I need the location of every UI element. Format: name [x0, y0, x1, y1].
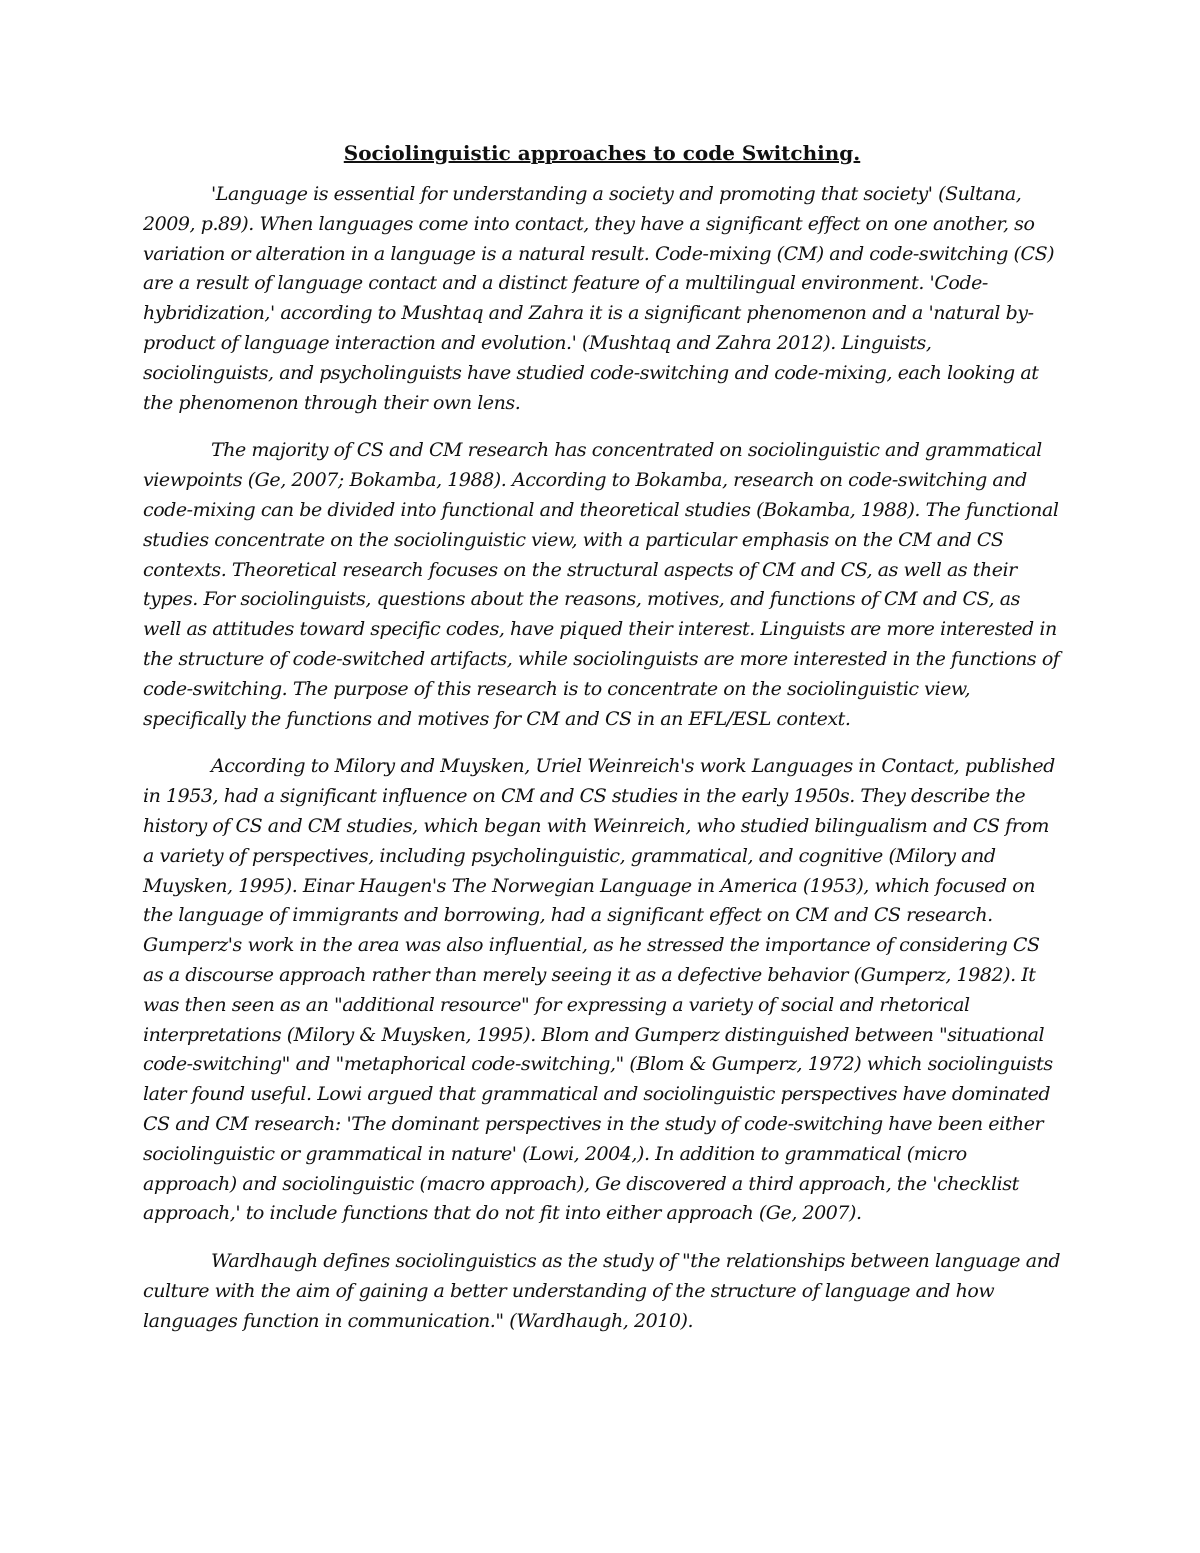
document-body [143, 138, 1061, 1354]
paragraph-intro: 'Language is essential for understanding a society and promoting that society' (Sultana, 2009, p.89). When languages come into contact, they have a significant effect on one another, so variation or alteration in a language is a natural result. Code-mixing (CM) and code-switching (CS) are a result of language contact and a distinct feature of a multilingual environment. 'Code-hybridization,' according to Mushtaq and Zahra it is a significant phenomenon and a 'natural by-product of language interaction and evolution.' (Mushtaq and Zahra 2012). Linguists, sociolinguists, and psycholinguists have studied code-switching and code-mixing, each looking at the phenomenon through their own lens. [143, 183, 1055, 414]
paragraph-research-viewpoints: The majority of CS and CM research has concentrated on sociolinguistic and grammatical viewpoints (Ge, 2007; Bokamba, 1988). According to Bokamba, research on code-switching and code-mixing can be divided into functional and theoretical studies (Bokamba, 1988). The functional studies concentrate on the sociolinguistic view, with a particular emphasis on the CM and CS contexts. Theoretical research focuses on the structural aspects of CM and CS, as well as their types. For sociolinguists, questions about the reasons, motives, and functions of CM and CS, as well as attitudes toward specific codes, have piqued their interest. Linguists are more interested in the structure of code-switched artifacts, while sociolinguists are more interested in the functions of code-switching. The purpose of this research is to concentrate on the sociolinguistic view, specifically the functions and motives for CM and CS in an EFL/ESL context. [143, 439, 1060, 730]
page-title: Sociolinguistic approaches to code Switching. [343, 141, 861, 165]
paragraph-history: According to Milory and Muysken, Uriel Weinreich's work Languages in Contact, published in 1953, had a significant influence on CM and CS studies in the early 1950s. They describe the history of CS and CM studies, which began with Weinreich, who studied bilingualism and CS from a variety of perspectives, including psycholinguistic, grammatical, and cognitive (Milory and Muysken, 1995). Einar Haugen's The Norwegian Language in America (1953), which focused on the language of immigrants and borrowing, had a significant effect on CM and CS research. Gumperz's work in the area was also influential, as he stressed the importance of considering CS as a discourse approach rather than merely seeing it as a defective behavior (Gumperz, 1982). It was then seen as an "additional resource" for expressing a variety of social and rhetorical interpretations (Milory & Muysken, 1995). Blom and Gumperz distinguished between "situational code-switching" and "metaphorical code-switching," (Blom & Gumperz, 1972) which sociolinguists later found useful. Lowi argued that grammatical and sociolinguistic perspectives have dominated CS and CM research: 'The dominant perspectives in the study of code-switching have been either sociolinguistic or grammatical in nature' (Lowi, 2004,). In addition to grammatical (micro approach) and sociolinguistic (macro approach), Ge discovered a third approach, the 'checklist approach,' to include functions that do not fit into either approach (Ge, 2007). [143, 755, 1055, 1225]
paragraph-wardhaugh-definition: Wardhaugh defines sociolinguistics as the study of "the relationships between language and culture with the aim of gaining a better understanding of the structure of language and how languages function in communication." (Wardhaugh, 2010). [143, 1250, 1061, 1332]
